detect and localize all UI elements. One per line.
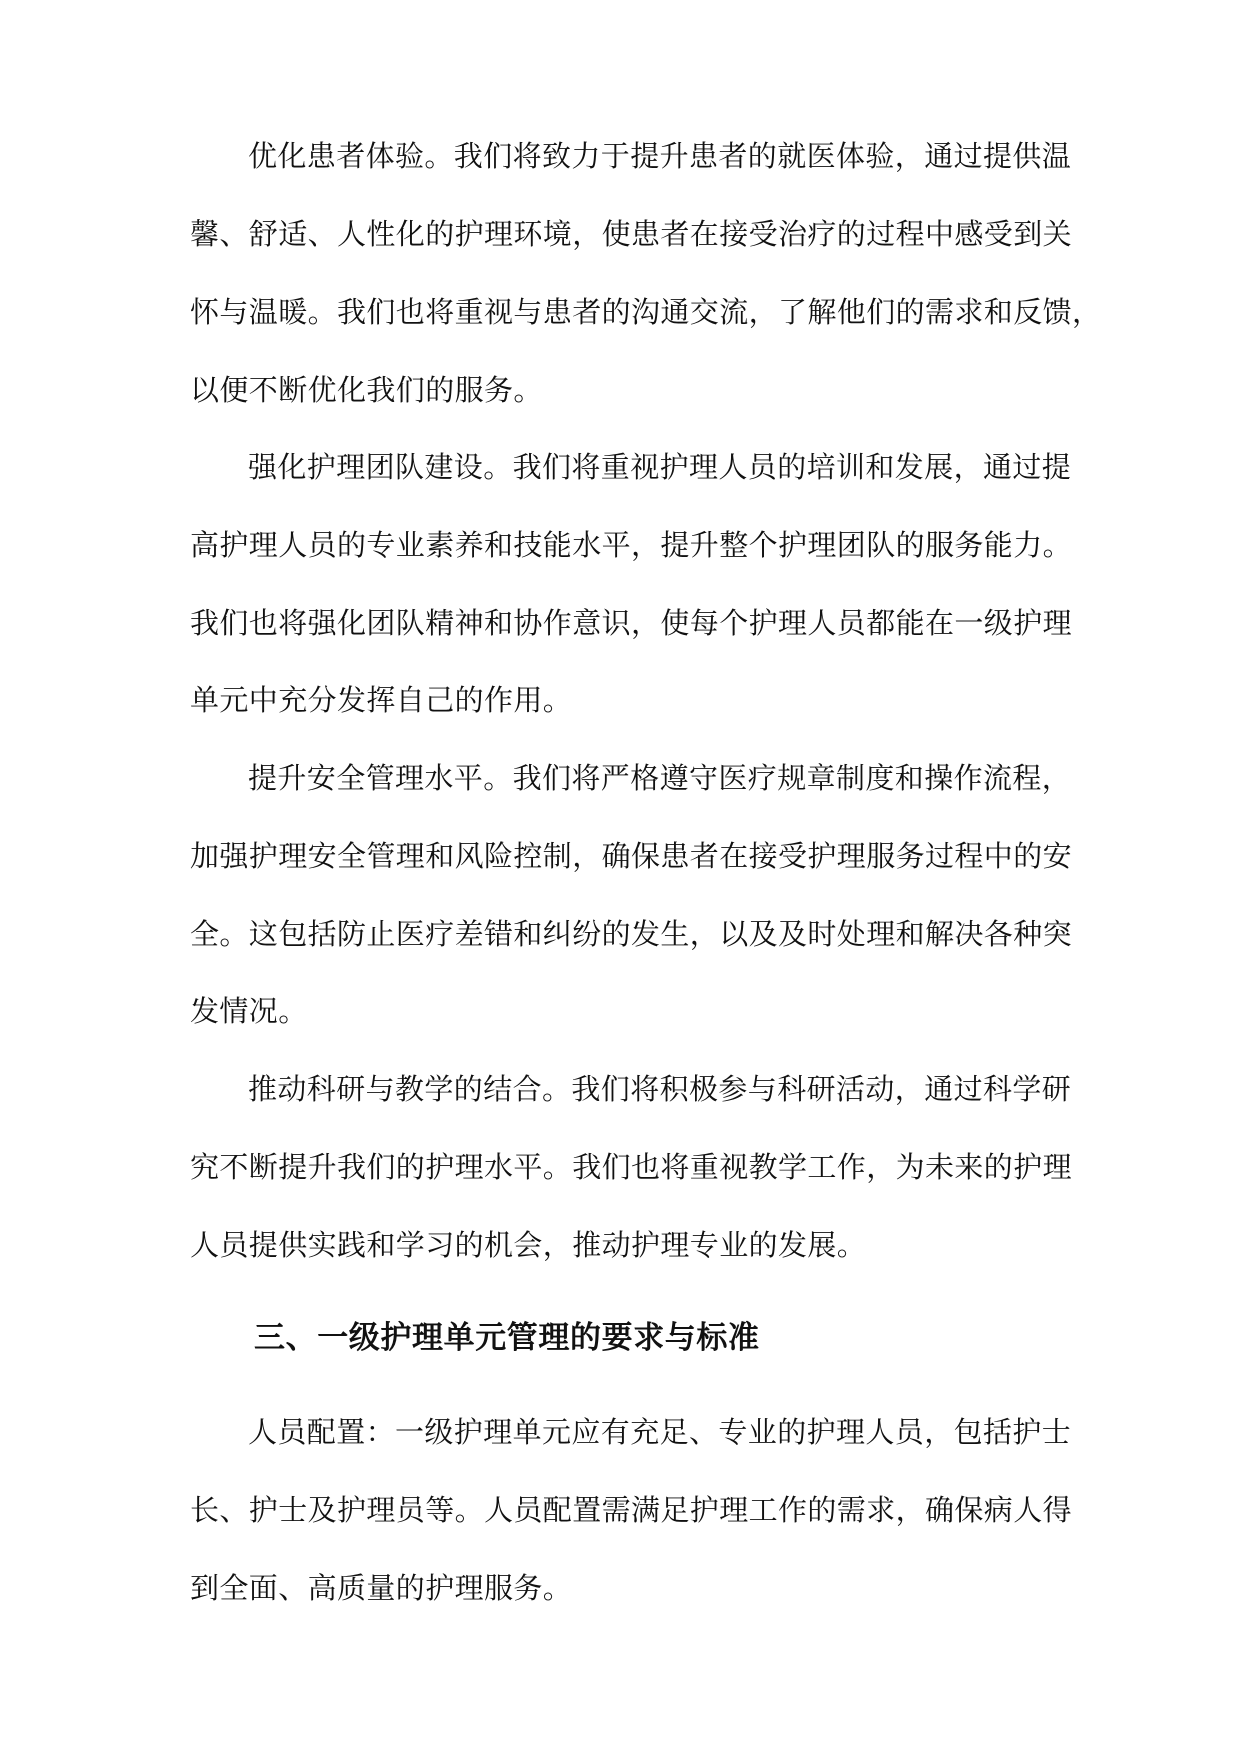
paragraph-2-line-1: 强化护理团队建设。我们将重视护理人员的培训和发展，通过提: [248, 450, 1072, 484]
paragraph-3-line-1: 提升安全管理水平。我们将严格遵守医疗规章制度和操作流程，: [248, 761, 1072, 795]
paragraph-3-line-3: 全。这包括防止医疗差错和纠纷的发生，以及及时处理和解决各种突: [190, 917, 1073, 951]
paragraph-3-line-2: 加强护理安全管理和风险控制，确保患者在接受护理服务过程中的安: [190, 839, 1073, 873]
paragraph-4-line-3: 人员提供实践和学习的机会，推动护理专业的发展。: [190, 1228, 867, 1262]
paragraph-3-line-4: 发情况。: [190, 994, 308, 1028]
paragraph-1-line-1: 优化患者体验。我们将致力于提升患者的就医体验，通过提供温: [248, 139, 1072, 173]
paragraph-4-line-1: 推动科研与教学的结合。我们将积极参与科研活动，通过科学研: [248, 1072, 1072, 1106]
paragraph-1-line-4: 以便不断优化我们的服务。: [190, 373, 543, 407]
paragraph-2-line-4: 单元中充分发挥自己的作用。: [190, 683, 573, 717]
section-paragraph-1-line-2: 长、护士及护理员等。人员配置需满足护理工作的需求，确保病人得: [190, 1493, 1073, 1527]
paragraph-1-line-2: 馨、舒适、人性化的护理环境，使患者在接受治疗的过程中感受到关: [190, 217, 1073, 251]
section-paragraph-1-line-1: 人员配置：一级护理单元应有充足、专业的护理人员，包括护士: [248, 1415, 1072, 1449]
section-paragraph-1-line-3: 到全面、高质量的护理服务。: [190, 1571, 573, 1605]
paragraph-2-line-3: 我们也将强化团队精神和协作意识，使每个护理人员都能在一级护理: [190, 606, 1073, 640]
paragraph-2-line-2: 高护理人员的专业素养和技能水平，提升整个护理团队的服务能力。: [190, 528, 1073, 562]
paragraph-4-line-2: 究不断提升我们的护理水平。我们也将重视教学工作，为未来的护理: [190, 1150, 1073, 1184]
paragraph-1-line-3: 怀与温暖。我们也将重视与患者的沟通交流，了解他们的需求和反馈，: [190, 295, 1102, 329]
section-heading: 三、一级护理单元管理的要求与标准: [254, 1320, 760, 1356]
